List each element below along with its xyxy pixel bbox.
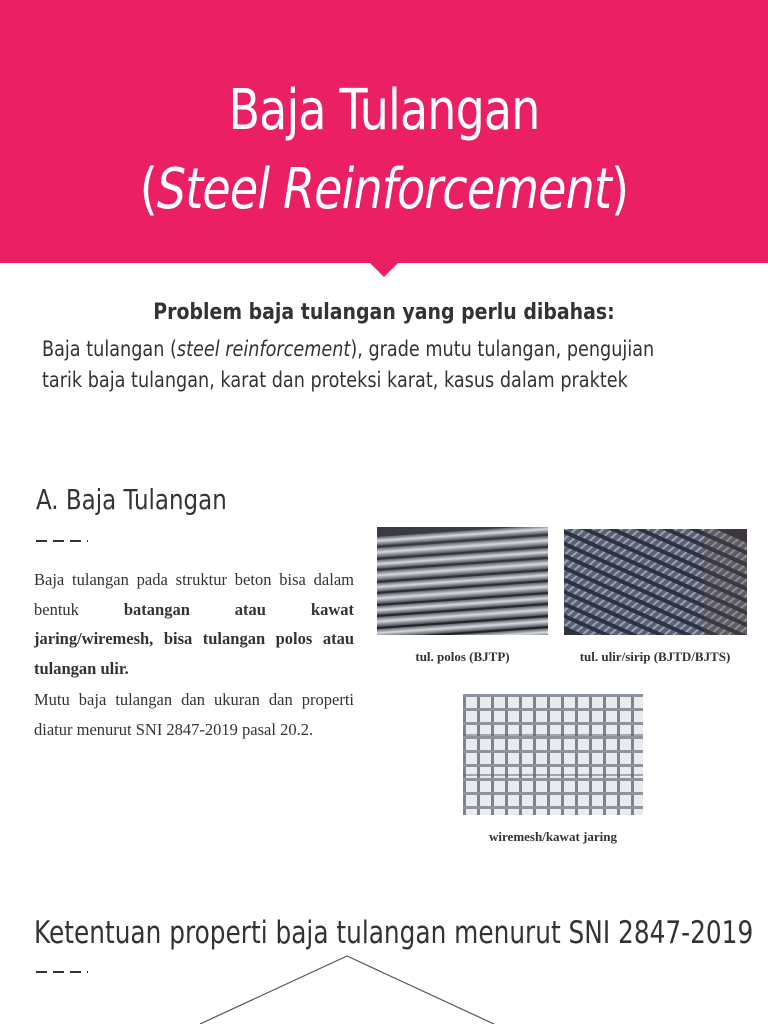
- section-b-heading: Ketentuan properti baja tulangan menurut SNI 2847-2019: [34, 915, 754, 951]
- para1-text: Baja tulangan pada struktur beton bisa dalam bentuk: [34, 570, 354, 619]
- problem-body-post: ), grade mutu tulangan, pengujian tarik baja tulangan, karat dan proteksi karat, kasus dalam praktek: [42, 337, 655, 392]
- problem-body-pre: Baja tulangan (: [42, 337, 177, 361]
- section-a-paragraph-2: Mutu baja tulangan dan ukuran dan properti diatur menurut SNI 2847-2019 pasal 20.2.: [34, 690, 354, 739]
- plain-bar-caption: tul. polos (BJTP): [415, 649, 510, 664]
- deformed-bar-photo: [564, 529, 747, 635]
- title-italic: Steel Reinforcement: [156, 157, 612, 222]
- section-b-divider: [36, 971, 88, 973]
- problem-heading: Problem baja tulangan yang perlu dibahas:: [153, 300, 615, 325]
- title-banner: [0, 0, 768, 263]
- para1-bold-text: batangan atau kawat jaring/wiremesh, bisa tulangan polos atau tulangan ulir.: [34, 599, 354, 678]
- title-main: Baja Tulangan: [228, 78, 540, 143]
- deformed-bar-caption: tul. ulir/sirip (BJTD/BJTS): [579, 649, 731, 664]
- plain-bar-photo: [377, 527, 548, 635]
- triangle-outline: [200, 950, 510, 1024]
- problem-body: [42, 334, 697, 396]
- section-a-paragraph-1: [34, 565, 354, 683]
- section-a-divider: [36, 540, 88, 542]
- banner-notch: [369, 262, 399, 277]
- wiremesh-caption: wiremesh/kawat jaring: [489, 829, 617, 844]
- title-subtitle: [69, 150, 699, 230]
- title-paren-close: ): [611, 157, 629, 222]
- wiremesh-photo: [463, 694, 643, 815]
- title-paren-open: (: [139, 157, 157, 222]
- section-a-heading: A. Baja Tulangan: [36, 483, 227, 516]
- problem-body-italic: steel reinforcement: [176, 337, 351, 361]
